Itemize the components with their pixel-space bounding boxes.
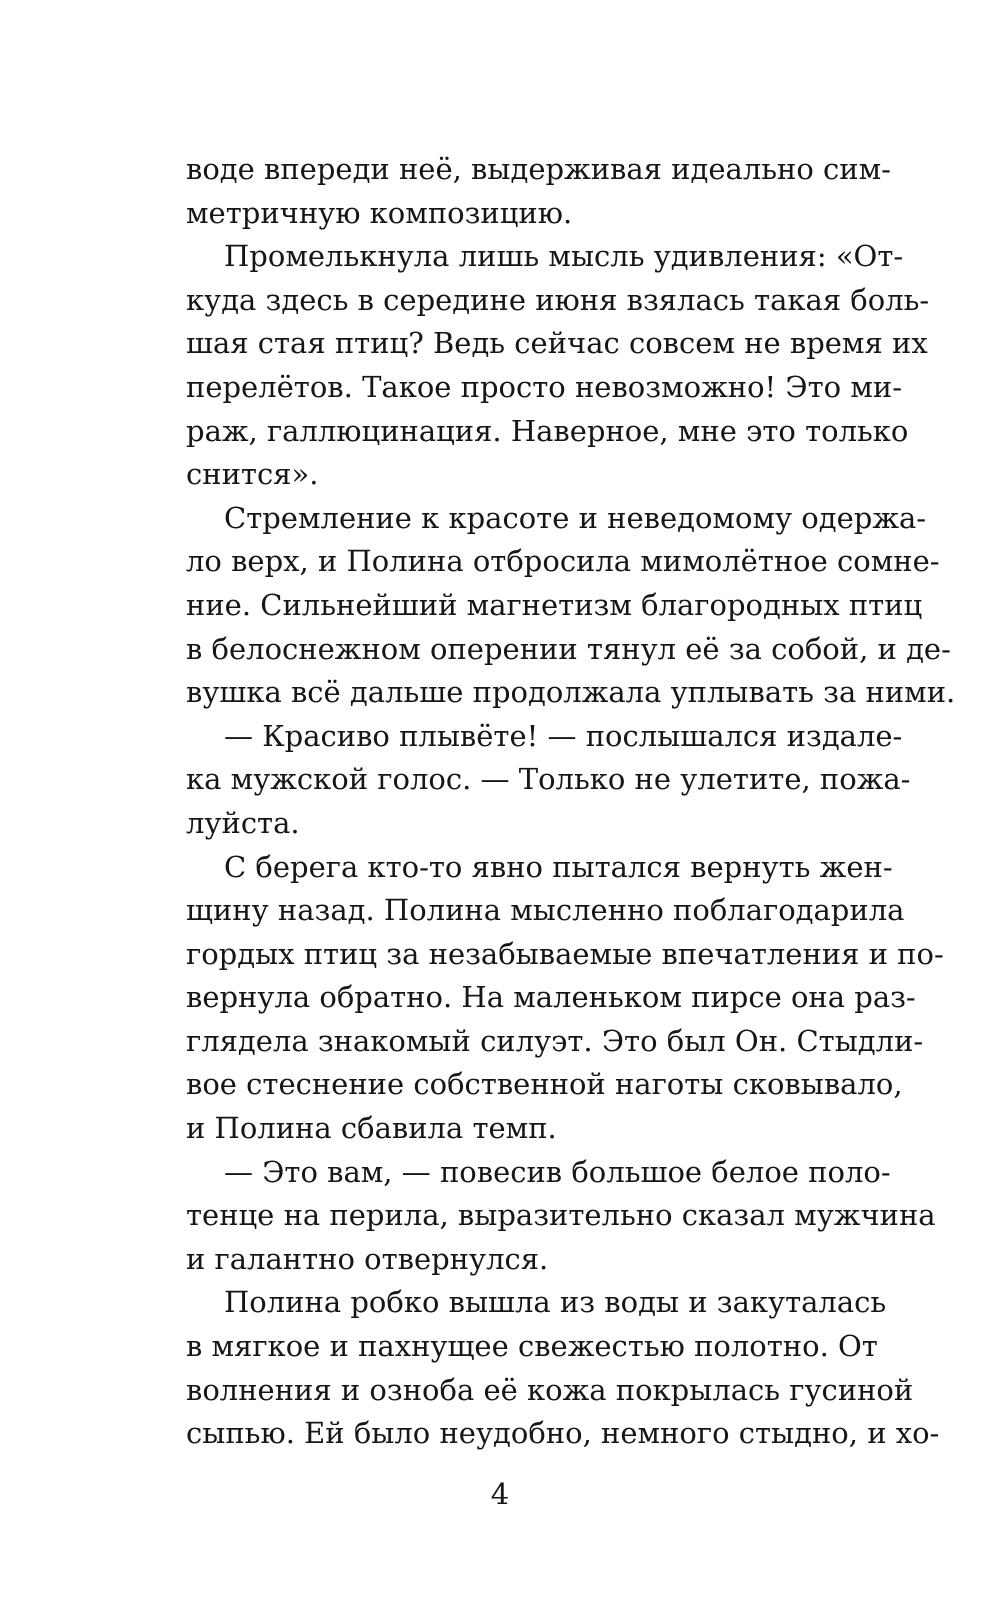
text-line: куда здесь в середине июня взялась такая боль- — [186, 282, 930, 317]
text-line: Полина робко вышла из воды и закуталась — [224, 1285, 887, 1320]
text-line: вернула обратно. На маленьком пирсе она раз- — [186, 980, 916, 1015]
text-line: перелётов. Такое просто невозможно! Это ми- — [186, 369, 903, 404]
text-line: — Это вам, — повесив большое белое поло- — [224, 1154, 891, 1189]
text-line: гордых птиц за незабываемые впечатления и по- — [186, 936, 944, 971]
text-line: метричную композицию. — [186, 195, 573, 230]
text-line: волнения и озноба её кожа покрылась гусиной — [186, 1372, 914, 1407]
text-line: ка мужской голос. — Только не улетите, пожа- — [186, 762, 911, 797]
text-line: снится». — [186, 457, 319, 492]
text-line: раж, галлюцинация. Наверное, мне это только — [186, 413, 909, 448]
text-line: С берега кто-то явно пытался вернуть жен- — [224, 849, 893, 884]
text-line: ло верх, и Полина отбросила мимолётное сомне- — [186, 544, 940, 579]
text-line: луйста. — [186, 805, 300, 840]
page-text — [186, 148, 956, 1456]
text-line: в мягкое и пахнущее свежестью полотно. От — [186, 1329, 878, 1364]
text-line: тенце на перила, выразительно сказал мужчина — [186, 1198, 936, 1233]
text-line: — Красиво плывёте! — послышался издале- — [224, 718, 903, 753]
text-line: глядела знакомый силуэт. Это был Он. Стыдли- — [186, 1023, 924, 1058]
text-line: шая стая птиц? Ведь сейчас совсем не время их — [186, 326, 928, 361]
text-line: в белоснежном оперении тянул её за собой, и де- — [186, 631, 951, 666]
text-line: ние. Сильнейший магнетизм благородных птиц — [186, 587, 923, 622]
text-line: воде впереди неё, выдерживая идеально сим- — [186, 152, 891, 186]
text-line: Промелькнула лишь мысль удивления: «От- — [224, 239, 904, 274]
text-line: вое стеснение собственной наготы сковывало, — [186, 1067, 903, 1102]
page-number: 4 — [490, 1477, 510, 1511]
text-line: сыпью. Ей было неудобно, немного стыдно, и хо- — [186, 1416, 940, 1451]
text-line: щину назад. Полина мысленно поблагодарила — [186, 893, 905, 928]
text-line: и галантно отвернулся. — [186, 1241, 549, 1276]
text-line: Стремление к красоте и неведомому одержа- — [224, 500, 927, 535]
text-line: и Полина сбавила темп. — [186, 1111, 557, 1146]
text-line: вушка всё дальше продолжала уплывать за ними. — [186, 675, 956, 710]
